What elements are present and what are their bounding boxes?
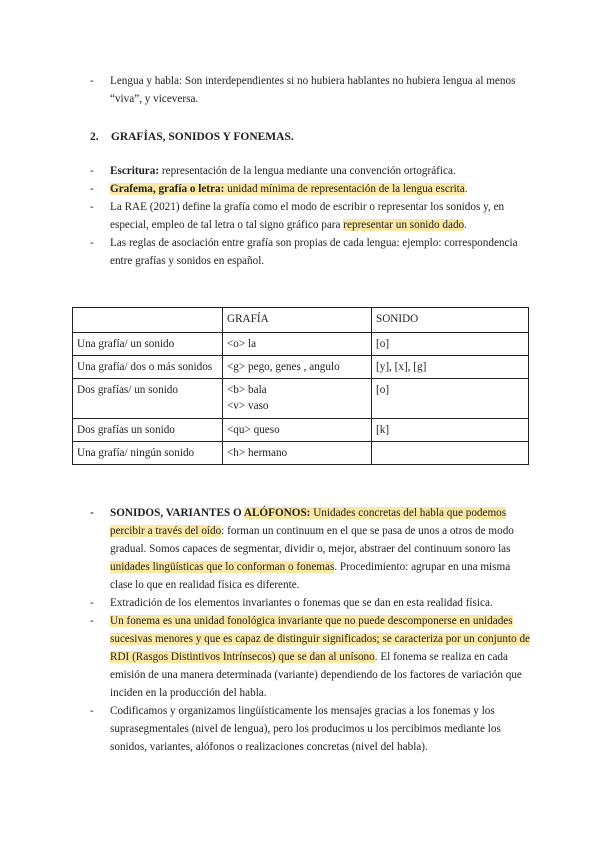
list-item-lengua-habla [90,72,530,108]
list-item-extradicion: - Extradición de los elementos invariantes o fonemas que se dan en esta realidad física. [90,597,493,609]
highlight-unidades-concretas: Unidades concretas del habla que podemos percibir a través del oído [110,507,507,537]
grafia-sonido-table [72,307,529,465]
fonema-text: . El fonema se realiza en cada emisión de una manera determinada (variante) dependiendo de los factores de variación que inciden en la producción del habla. [110,651,522,699]
codificamos-text: Codificamos y organizamos lingüísticamente los mensajes gracias a los fonemas y los suprasegmentales (nivel de lengua), pero los producimos u los percibimos mediante los sonidos, variantes, alófonos o realizaciones concretas (nivel del habla). [110,705,501,753]
term-grafema: Grafema, grafía o letra: [110,183,225,195]
bullet-dash: - [90,75,94,87]
row-label: Dos grafías un sonido [73,419,223,442]
table-row [73,379,529,419]
list-item-escritura: - Escritura: representación de la lengua mediante una convención ortográfica. [90,165,456,177]
list-item-grafema: - Grafema, grafía o letra: unidad mínima de representación de la lengua escrita. [90,183,468,195]
table-header-sonido: SONIDO [372,308,529,333]
table-header-grafia: GRAFÍA [223,308,372,333]
definition-escritura: representación de la lengua mediante una convención ortográfica. [159,165,456,177]
list-item-rae: - La RAE (2021) define la grafía como el modo de escribir o representar los sonidos y, en especial, empleo de tal letra o tal signo gráfico para representar un sonido dado. [90,201,505,231]
table-header-cell [73,308,223,333]
list-item-sonidos: - SONIDOS, VARIANTES O ALÓFONOS: Unidades concretas del habla que podemos percibir a través del oído: forman un continuum en el que se pasa de unos a otros de modo gradual. Somos capaces de segmentar, dividir o, mejor, abstraer del continuum sonoro las unidades lingüísticas que lo conforman o fonemas. Procedimiento: agrupar en una misma clase lo que en realidad física es diferente. [90,507,514,591]
section-heading [90,128,294,146]
row-grafia: <o> la [223,333,372,356]
definition-grafema: unidad mínima de representación de la lengua escrita [224,183,465,195]
row-label: Una grafía/ ningún sonido [73,442,223,465]
rae-definition: La RAE (2021) define la grafía como el modo de escribir o representar los sonidos y, en especial, empleo de tal letra o tal signo gráfico para [110,201,505,231]
row-grafia: <g> pego, genes , angulo [223,356,372,379]
term-escritura: Escritura: [110,165,160,177]
row-label: Dos grafías/ un sonido [73,379,223,419]
row-label: Una grafía/ dos o más sonidos [73,356,223,379]
row-grafia: <h> hermano [223,442,372,465]
table-row [73,356,529,379]
row-sonido: [k] [372,419,529,442]
row-grafia-line2: <v> vaso [227,400,269,412]
row-grafia [223,379,372,419]
list-item-reglas: - Las reglas de asociación entre grafía son propias de cada lengua: ejemplo: correspondencia entre grafías y sonidos en español. [90,237,518,267]
sonidos-text: : forman un continuum en el que se pasa de unos a otros de modo gradual. Somos capaces de segmentar, dividir o, mejor, abstraer del continuum sonoro las [110,525,514,555]
row-sonido [372,442,529,465]
sonidos-list [90,504,530,756]
table-row [73,333,529,356]
row-label: Una grafía/ un sonido [73,333,223,356]
reglas-text: Las reglas de asociación entre grafía son propias de cada lengua: ejemplo: correspondencia entre grafías y sonidos en español. [110,237,518,267]
list-item-fonema: - Un fonema es una unidad fonológica invariante que no puede descomponerse en unidades sucesivas menores y que es capaz de distinguir significados; se caracteriza por un conjunto de RDI (Rasgos Distintivos Intrínsecos) que se dan al unísono. El fonema se realiza en cada emisión de una manera determinada (variante) dependiendo de los factores de variación que inciden en la producción del habla. [90,615,531,699]
definitions-list [90,162,530,270]
table-row [73,442,529,465]
row-grafia: <qu> queso [223,419,372,442]
highlight-unidades-linguisticas: unidades lingüísticas que lo conforman o fonemas [110,561,335,573]
highlight-representar: representar un sonido dado [343,219,465,231]
row-sonido: [o] [372,379,529,419]
row-sonido: [y], [x], [g] [372,356,529,379]
row-grafia-line1: <b> bala [227,384,267,396]
term-sonidos: SONIDOS, VARIANTES O [110,507,244,519]
table-row [73,419,529,442]
list-item-text: Lengua y habla: Son interdependientes si no hubiera hablantes no hubiera lengua al menos “viva”, y viceversa. [110,75,516,105]
list-item-codificamos: - Codificamos y organizamos lingüísticamente los mensajes gracias a los fonemas y los suprasegmentales (nivel de lengua), pero los producimos u los percibimos mediante los sonidos, variantes, alófonos o realizaciones concretas (nivel del habla). [90,705,501,753]
section-number: 2. [90,131,99,143]
highlight-grafema [110,183,465,195]
extradicion-text: Extradición de los elementos invariantes o fonemas que se dan en esta realidad física. [110,597,493,609]
section-title: GRAFÍAS, SONIDOS Y FONEMAS. [110,131,294,143]
intro-list [90,72,530,108]
term-alofonos: ALÓFONOS: [243,507,311,519]
table-header-row [73,308,529,333]
row-sonido: [o] [372,333,529,356]
highlight-fonema-definition: Un fonema es una unidad fonológica invariante que no puede descomponerse en unidades sucesivas menores y que es capaz de distinguir significados; se caracteriza por un conjunto de RDI (Rasgos Distintivos Intrínsecos) que se dan al unísono [110,615,531,663]
